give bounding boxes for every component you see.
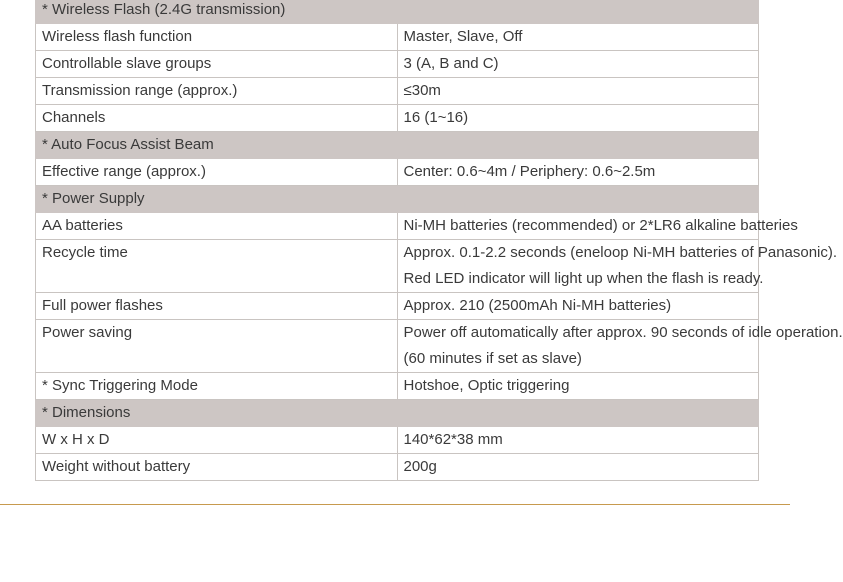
spec-row: [36, 78, 759, 105]
spec-label: Recycle time: [36, 240, 398, 293]
spec-label: * Sync Triggering Mode: [36, 373, 398, 400]
section-row-wireless-flash: [36, 0, 759, 24]
spec-value: 3 (A, B and C): [397, 51, 759, 78]
spec-value: [397, 240, 838, 293]
spec-label: Transmission range (approx.): [36, 78, 398, 105]
spec-label: Full power flashes: [36, 293, 398, 320]
section-header: * Power Supply: [36, 186, 759, 213]
spec-row: [36, 454, 759, 481]
spec-row: [36, 105, 759, 132]
section-header: * Dimensions: [36, 400, 759, 427]
spec-value: 200g: [397, 454, 759, 481]
spec-value: Ni-MH batteries (recommended) or 2*LR6 alkaline batteries: [397, 213, 759, 240]
footer-divider: [0, 504, 790, 505]
spec-value-line: Power off automatically after approx. 90 seconds of idle operation.: [403, 324, 843, 341]
spec-label: Controllable slave groups: [36, 51, 398, 78]
spec-value-line: (60 minutes if set as slave): [403, 350, 582, 367]
spec-label: Effective range (approx.): [36, 159, 398, 186]
spec-label: Weight without battery: [36, 454, 398, 481]
spec-value-line: Approx. 0.1-2.2 seconds (eneloop Ni-MH batteries of Panasonic).: [403, 244, 838, 261]
spec-label: Channels: [36, 105, 398, 132]
spec-row: [36, 213, 759, 240]
section-row-power-supply: [36, 186, 759, 213]
spec-table: [35, 0, 843, 481]
spec-label: Wireless flash function: [36, 24, 398, 51]
spec-row: [36, 240, 759, 293]
spec-value: Master, Slave, Off: [397, 24, 759, 51]
spec-value: 16 (1~16): [397, 105, 759, 132]
spec-row: [36, 24, 759, 51]
section-header: * Auto Focus Assist Beam: [36, 132, 759, 159]
spec-value: Center: 0.6~4m / Periphery: 0.6~2.5m: [397, 159, 759, 186]
spec-row: [36, 159, 759, 186]
spec-label: W x H x D: [36, 427, 398, 454]
spec-value: Approx. 210 (2500mAh Ni-MH batteries): [397, 293, 759, 320]
section-row-af-assist: [36, 132, 759, 159]
spec-row: [36, 320, 759, 373]
spec-label: AA batteries: [36, 213, 398, 240]
spec-row: [36, 51, 759, 78]
spec-value: ≤30m: [397, 78, 759, 105]
spec-row: [36, 373, 759, 400]
spec-value: Hotshoe, Optic triggering: [397, 373, 759, 400]
section-header: * Wireless Flash (2.4G transmission): [36, 0, 759, 24]
spec-row: [36, 427, 759, 454]
spec-label: Power saving: [36, 320, 398, 373]
section-row-dimensions: [36, 400, 759, 427]
spec-value: 140*62*38 mm: [397, 427, 759, 454]
spec-row: [36, 293, 759, 320]
spec-value-line: Red LED indicator will light up when the flash is ready.: [403, 270, 764, 287]
spec-value: [397, 320, 843, 373]
